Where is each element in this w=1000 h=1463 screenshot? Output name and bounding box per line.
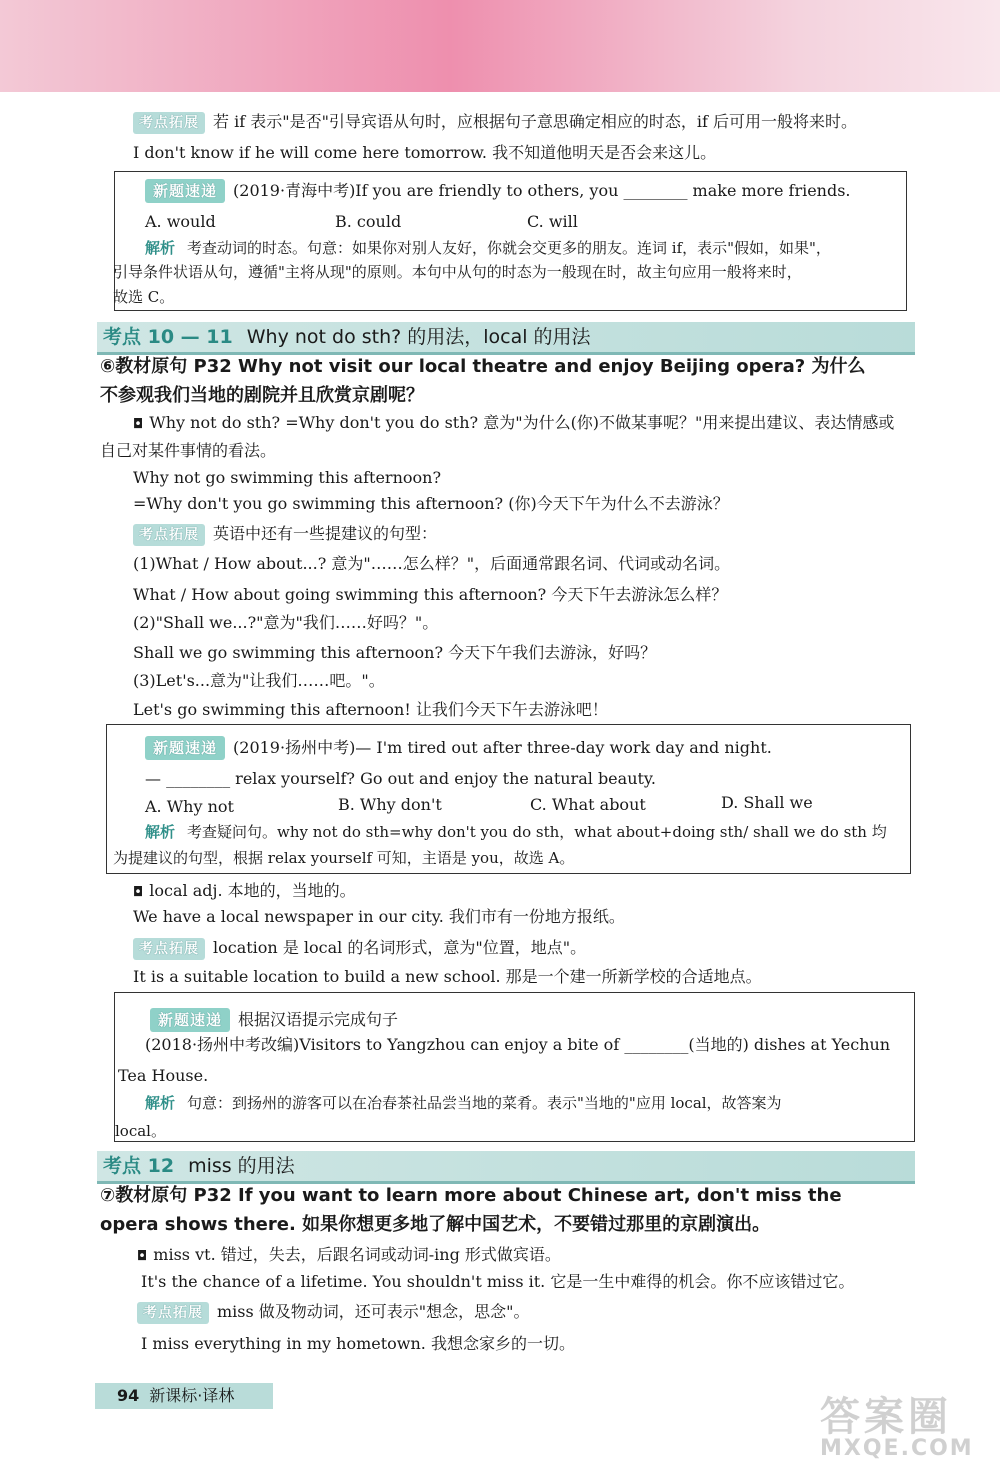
box1-explanation-3: 故选 C。 (113, 288, 175, 306)
local-def (133, 881, 356, 903)
watermark-logo (820, 1385, 974, 1461)
option-d: D. Shall we (721, 793, 813, 812)
sentence-line-2: 不参观我们当地的剧院并且欣赏京剧呢？ (100, 385, 424, 406)
kaodian-tag: 考点拓展 (137, 1302, 209, 1324)
local-example-2: It is a suitable location to build a new school. 那是一个建一所新学校的合适地点。 (133, 967, 762, 986)
pattern-3-example: Let's go swimming this afternoon! 让我们今天下午去游泳吧！ (133, 700, 608, 719)
rule-text: Why not do sth? =Why don't you do sth? 意为"为什么(你)不做某事呢？"用来提出建议、表达情感或 (149, 413, 895, 432)
explanation-text: 考查动词的时态。句意：如果你对别人友好，你就会交更多的朋友。连词 if，表示"假如，如果"， (187, 239, 831, 257)
top-tip (133, 112, 857, 134)
section-title: miss 的用法 (188, 1155, 295, 1177)
new-question-tag: 新题速递 (145, 179, 225, 203)
option-a: A. would (145, 212, 216, 231)
textbook-sentence-7 (100, 1181, 920, 1239)
watermark-url: MXQE.COM (820, 1436, 974, 1461)
question-text: (2019·扬州中考)— I'm tired out after three-day work day and night. (233, 738, 772, 757)
pattern-2-example: Shall we go swimming this afternoon? 今天下午我们去游泳，好吗？ (133, 643, 657, 662)
bullet-icon: ◘ (133, 417, 144, 432)
box1-explanation-2: 引导条件状语从句，遵循"主将从现"的原则。本句中从句的时态为一般现在时，故主句应用一般将来时， (113, 263, 802, 281)
pattern-1-example: What / How about going swimming this afternoon? 今天下午去游泳怎么样？ (133, 585, 728, 604)
question-text: (2019·青海中考)If you are friendly to others, you ________ make more friends. (233, 181, 851, 200)
box2-explanation-2: 为提建议的句型，根据 relax yourself 可知，主语是 you，故选 A。 (113, 849, 575, 867)
textbook-sentence-6 (100, 352, 920, 410)
box1-explanation (145, 238, 831, 258)
sentence-line-1: ⑦教材原句 P32 If you want to learn more about Chinese art, don't miss the (100, 1185, 842, 1206)
def-text: miss vt. 错过，失去，后跟名词或动词-ing 形式做宾语。 (153, 1245, 561, 1264)
section-label: 考点 10 — 11 (103, 326, 233, 348)
box3-explanation-2: local。 (115, 1122, 166, 1140)
jiexi-label: 解析 (145, 823, 176, 841)
pattern-2: (2)"Shall we...?"意为"我们……好吗？"。 (133, 613, 439, 632)
option-b: B. could (335, 212, 402, 231)
box3-question-2: Tea House. (118, 1066, 209, 1085)
box2-question-2: — ________ relax yourself? Go out and enjoy the natural beauty. (145, 769, 656, 788)
box2-question (145, 736, 772, 760)
why-not-rule (133, 413, 894, 435)
new-question-tag: 新题速递 (145, 736, 225, 760)
section-heading-10-11 (97, 322, 915, 355)
option-c: C. will (527, 212, 578, 231)
box3-explanation (145, 1093, 782, 1113)
why-example-2: =Why don't you go swimming this afternoon? (你)今天下午为什么不去游泳？ (133, 494, 729, 513)
top-example: I don't know if he will come here tomorrow. 我不知道他明天是否会来这儿。 (133, 143, 717, 162)
sentence-line-2: opera shows there. 如果你想更多地了解中国艺术，不要错过那里的京剧演出。 (100, 1214, 771, 1235)
kaodian-tag: 考点拓展 (133, 112, 205, 134)
why-kaodian (133, 524, 437, 546)
box3-question: (2018·扬州中考改编)Visitors to Yangzhou can enjoy a bite of ________(当地的) dishes at Yechun (145, 1035, 891, 1054)
def-text: local adj. 本地的，当地的。 (149, 881, 356, 900)
page-footer (95, 1383, 273, 1409)
miss-example: It's the chance of a lifetime. You shouldn't miss it. 它是一生中难得的机会。你不应该错过它。 (141, 1272, 855, 1291)
new-question-tag: 新题速递 (150, 1008, 230, 1032)
bullet-icon: ◘ (137, 1249, 148, 1264)
kaodian-tag: 考点拓展 (133, 524, 205, 546)
miss-example-2: I miss everything in my hometown. 我想念家乡的一切。 (141, 1334, 575, 1353)
pattern-3: (3)Let's...意为"让我们……吧。"。 (133, 671, 385, 690)
miss-def (137, 1245, 561, 1267)
kaodian-text: 英语中还有一些提建议的句型： (213, 524, 438, 543)
pattern-1: (1)What / How about...? 意为"……怎么样？"，后面通常跟名词、代词或动名词。 (133, 554, 731, 573)
kaodian-tag: 考点拓展 (133, 938, 205, 960)
option-b: B. Why don't (338, 795, 442, 814)
explanation-text: 句意：到扬州的游客可以在冶春茶社品尝当地的菜肴。表示"当地的"应用 local，故答案为 (187, 1094, 782, 1112)
section-label: 考点 12 (103, 1155, 175, 1177)
section-heading-12 (97, 1151, 915, 1184)
bullet-icon: ◘ (133, 885, 144, 900)
why-example-1: Why not go swimming this afternoon? (133, 468, 442, 487)
box1-question (145, 179, 851, 203)
series-name: 新课标·译林 (149, 1386, 235, 1405)
kaodian-text: miss 做及物动词，还可表示"想念，思念"。 (217, 1302, 530, 1321)
jiexi-label: 解析 (145, 1094, 176, 1112)
miss-kaodian (137, 1302, 530, 1324)
sentence-line-1: ⑥教材原句 P32 Why not visit our local theatre and enjoy Beijing opera? 为什么 (100, 356, 866, 377)
option-c: C. What about (530, 795, 646, 814)
local-kaodian (133, 938, 586, 960)
page-number: 94 (117, 1386, 140, 1405)
tip-text: 若 if 表示"是否"引导宾语从句时，应根据句子意思确定相应的时态，if 后可用一般将来时。 (213, 112, 858, 131)
top-banner (0, 0, 1000, 92)
section-title: Why not do sth? 的用法，local 的用法 (246, 326, 591, 348)
why-not-rule-2: 自己对某件事情的看法。 (100, 441, 277, 460)
box3-head (150, 1008, 398, 1032)
watermark-text: 答案圈 (820, 1394, 952, 1440)
head-text: 根据汉语提示完成句子 (238, 1010, 399, 1029)
local-example: We have a local newspaper in our city. 我们市有一份地方报纸。 (133, 907, 625, 926)
jiexi-label: 解析 (145, 239, 176, 257)
explanation-text: 考查疑问句。why not do sth=why don't you do sth，what about+doing sth/ shall we do sth 均 (187, 823, 887, 841)
option-a: A. Why not (145, 797, 234, 816)
kaodian-text: location 是 local 的名词形式，意为"位置，地点"。 (213, 938, 587, 957)
box2-explanation (145, 822, 887, 842)
